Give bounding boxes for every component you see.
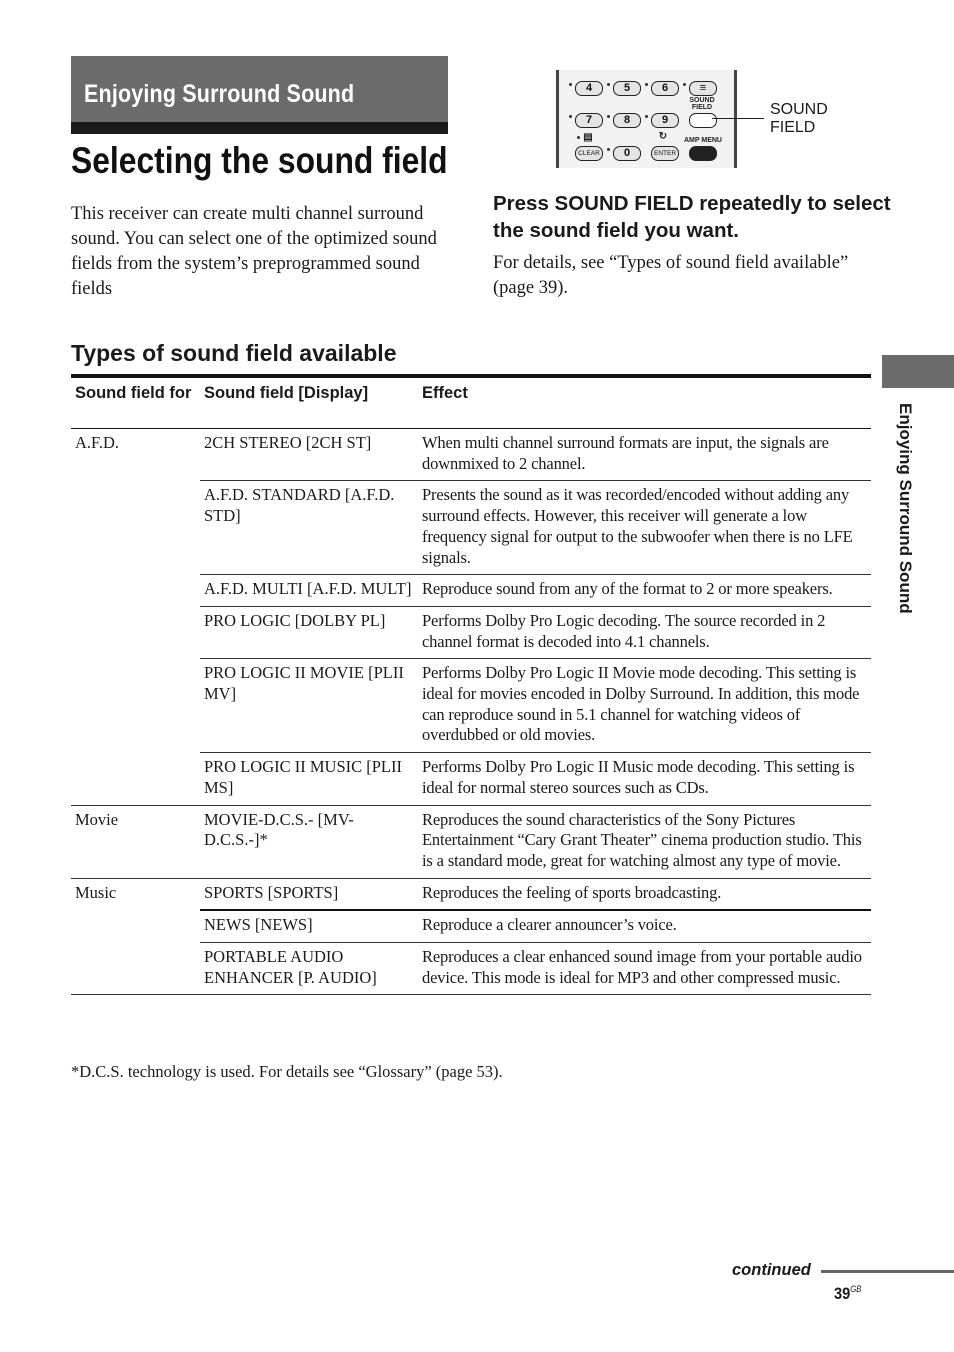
dot-icon <box>569 83 572 86</box>
sound-field-cell: PRO LOGIC II MUSIC [PLII MS] <box>200 753 418 805</box>
category-cell: Music <box>71 878 200 995</box>
table-row <box>71 429 871 481</box>
column-header: Sound field for <box>71 376 200 429</box>
dot-icon <box>569 115 572 118</box>
category-cell: A.F.D. <box>71 429 200 806</box>
sound-field-cell: NEWS [NEWS] <box>200 910 418 942</box>
table-row <box>71 805 871 878</box>
side-tab-label: Enjoying Surround Sound <box>896 403 915 614</box>
page-title: Selecting the sound field <box>71 140 448 181</box>
page-number-value: 39 <box>834 1284 851 1303</box>
remote-key-6: 6 <box>651 81 679 96</box>
remote-key-7: 7 <box>575 113 603 128</box>
dot-icon <box>683 83 686 86</box>
page-number-suffix: GB <box>850 1284 862 1294</box>
table-heading: Types of sound field available <box>71 340 397 366</box>
sound-field-cell: A.F.D. STANDARD [A.F.D. STD] <box>200 481 418 575</box>
remote-key-4: 4 <box>575 81 603 96</box>
dot-icon <box>577 136 580 139</box>
remote-key-8: 8 <box>613 113 641 128</box>
callout-line <box>712 118 764 119</box>
category-cell: Movie <box>71 805 200 878</box>
dot-icon <box>607 83 610 86</box>
amp-menu-label: AMP MENU <box>684 137 722 144</box>
step-heading: Press SOUND FIELD repeatedly to select the sound field you want. <box>493 192 891 242</box>
column-header: Effect <box>418 376 871 429</box>
dot-icon <box>645 115 648 118</box>
continued-rule <box>821 1270 954 1273</box>
page-number <box>834 1284 861 1304</box>
effect-cell: Reproduces a clear enhanced sound image from your portable audio device. This mode is ideal for MP3 and other compressed music. <box>418 943 871 995</box>
callout-label: SOUND FIELD <box>770 101 828 136</box>
sound-field-cell: MOVIE-D.C.S.- [MV-D.C.S.-]* <box>200 805 418 878</box>
table-row <box>71 878 871 910</box>
section-underline <box>71 122 448 134</box>
remote-key-enter: ENTER <box>651 146 679 161</box>
remote-key-clear: CLEAR <box>575 146 603 161</box>
footnote: *D.C.S. technology is used. For details see “Glossary” (page 53). <box>71 1062 503 1081</box>
table-header-row <box>71 376 871 429</box>
sound-field-cell: PRO LOGIC II MOVIE [PLII MV] <box>200 659 418 753</box>
effect-cell: Reproduce sound from any of the format to 2 or more speakers. <box>418 575 871 607</box>
dot-icon <box>645 83 648 86</box>
return-icon: ↻ <box>658 131 668 142</box>
sound-field-cell: PORTABLE AUDIO ENHANCER [P. AUDIO] <box>200 943 418 995</box>
side-tab-block <box>882 355 954 388</box>
display-icon: ▤ <box>583 132 593 143</box>
effect-cell: Presents the sound as it was recorded/encoded without adding any surround effects. However, this receiver will generate a low frequency signal for output to the subwoofer when there is no LFE signals. <box>418 481 871 575</box>
effect-cell: Performs Dolby Pro Logic decoding. The source recorded in 2 channel format is decoded into 4.1 channels. <box>418 606 871 658</box>
effect-cell: Performs Dolby Pro Logic II Movie mode decoding. This setting is ideal for movies encoded in Dolby Surround. In addition, this mode can reproduce sound in 5.1 channel for watching videos of overdubbed or old movies. <box>418 659 871 753</box>
sound-field-key <box>689 113 717 128</box>
effect-cell: Reproduce a clearer announcer’s voice. <box>418 910 871 942</box>
menu-icon: ≡ <box>689 81 717 96</box>
step-body: For details, see “Types of sound field available” (page 39). <box>493 253 849 298</box>
remote-key-5: 5 <box>613 81 641 96</box>
sound-field-cell: A.F.D. MULTI [A.F.D. MULT] <box>200 575 418 607</box>
remote-key-0: 0 <box>613 146 641 161</box>
dot-icon <box>607 148 610 151</box>
effect-cell: When multi channel surround formats are input, the signals are downmixed to 2 channel. <box>418 429 871 481</box>
sound-field-table <box>71 374 871 995</box>
remote-illustration <box>556 70 737 168</box>
column-header: Sound field [Display] <box>200 376 418 429</box>
sound-field-cell: 2CH STEREO [2CH ST] <box>200 429 418 481</box>
intro-paragraph: This receiver can create multi channel surround sound. You can select one of the optimized sound fields from the system’s preprogrammed sound fields <box>71 204 437 299</box>
effect-cell: Performs Dolby Pro Logic II Music mode decoding. This setting is ideal for normal stereo sources such as CDs. <box>418 753 871 805</box>
effect-cell: Reproduces the feeling of sports broadcasting. <box>418 878 871 910</box>
sound-field-cell: SPORTS [SPORTS] <box>200 878 418 910</box>
sound-field-cell: PRO LOGIC [DOLBY PL] <box>200 606 418 658</box>
amp-menu-key <box>689 146 717 161</box>
sound-field-key-label: SOUND FIELD <box>689 97 715 111</box>
dot-icon <box>607 115 610 118</box>
continued-label: continued <box>732 1261 811 1279</box>
effect-cell: Reproduces the sound characteristics of the Sony Pictures Entertainment “Cary Grant Theater” cinema production studio. This is a standard mode, great for watching almost any type of movie. <box>418 805 871 878</box>
remote-key-9: 9 <box>651 113 679 128</box>
section-title: Enjoying Surround Sound <box>84 80 355 108</box>
